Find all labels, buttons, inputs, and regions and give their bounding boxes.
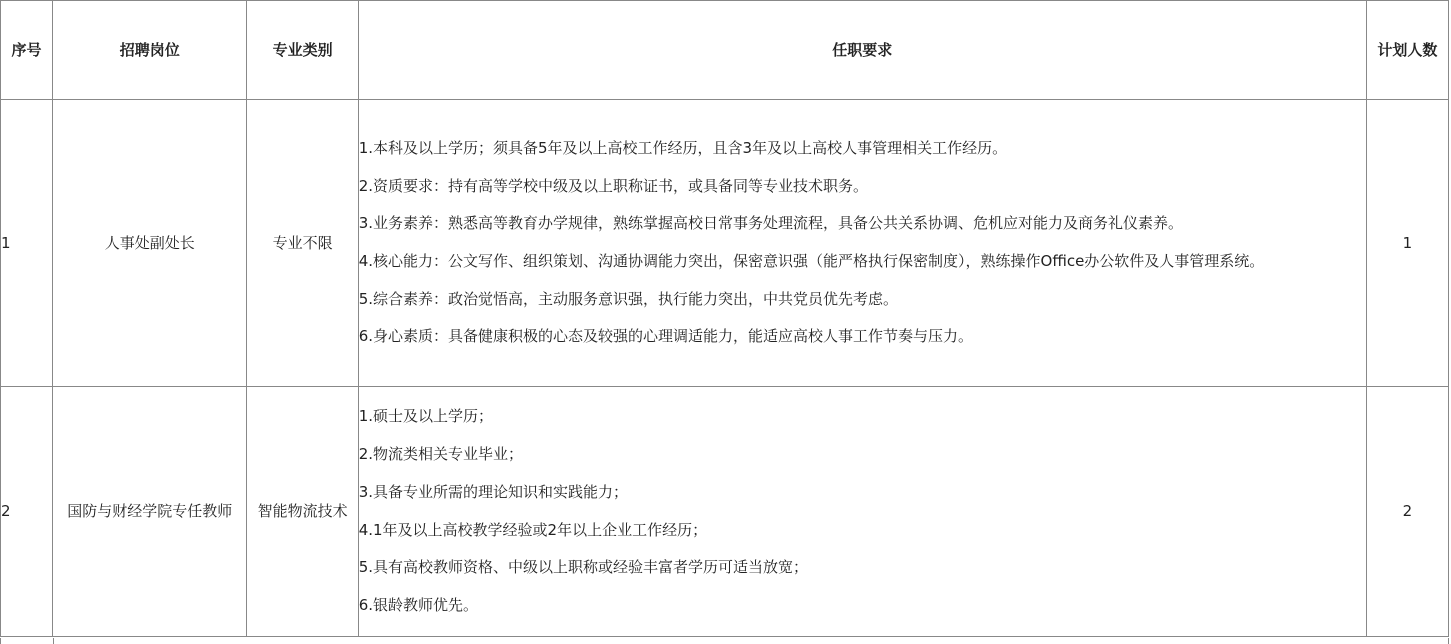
requirement-item: 6.银龄教师优先。 (358, 595, 479, 614)
requirement-item: 6.身心素质：具备健康积极的心态及较强的心理调适能力，能适应高校人事工作节奏与压力。 (358, 327, 974, 346)
row-count: 1 (1366, 100, 1448, 387)
row-category: 智能物流技术 (247, 387, 358, 637)
row-seq: 2 (1, 387, 53, 637)
header-count: 计划人数 (1366, 1, 1448, 100)
requirement-item: 5.综合素养：政治觉悟高，主动服务意识强，执行能力突出，中共党员优先考虑。 (358, 289, 899, 308)
column-divider (53, 638, 54, 644)
requirement-item: 2.物流类相关专业毕业； (358, 445, 524, 464)
row-requirements (358, 100, 1366, 387)
requirement-item: 5.具有高校教师资格、中级以上职称或经验丰富者学历可适当放宽； (358, 558, 809, 577)
requirement-item: 1.本科及以上学历；须具备5年及以上高校工作经历，且含3年及以上高校人事管理相关工作经历。 (358, 138, 1008, 157)
header-seq: 序号 (1, 1, 53, 100)
requirement-item: 4.核心能力：公文写作、组织策划、沟通协调能力突出，保密意识强（能严格执行保密制度），熟练操作Office办公软件及人事管理系统。 (358, 252, 1265, 270)
requirement-item: 2.资质要求：持有高等学校中级及以上职称证书，或具备同等专业技术职务。 (358, 176, 869, 195)
table-row (1, 387, 1449, 637)
header-post: 招聘岗位 (53, 1, 247, 100)
row-post: 人事处副处长 (53, 100, 247, 387)
row-requirements (358, 387, 1366, 637)
table-header-row (1, 1, 1449, 100)
row-category: 专业不限 (247, 100, 358, 387)
requirement-item: 4.1年及以上高校教学经验或2年以上企业工作经历； (358, 520, 708, 539)
row-post: 国防与财经学院专任教师 (53, 387, 247, 637)
row-count: 2 (1366, 387, 1448, 637)
requirement-item: 3.业务素养：熟悉高等教育办学规律，熟练掌握高校日常事务处理流程，具备公共关系协调、危机应对能力及商务礼仪素养。 (358, 214, 1184, 233)
row-seq: 1 (1, 100, 53, 387)
header-requirements: 任职要求 (358, 1, 1366, 100)
requirement-item: 1.硕士及以上学历； (358, 407, 494, 426)
header-category: 专业类别 (247, 1, 358, 100)
next-row-stub (0, 638, 1449, 644)
table-row (1, 100, 1449, 387)
requirement-item: 3.具备专业所需的理论知识和实践能力； (358, 482, 629, 501)
